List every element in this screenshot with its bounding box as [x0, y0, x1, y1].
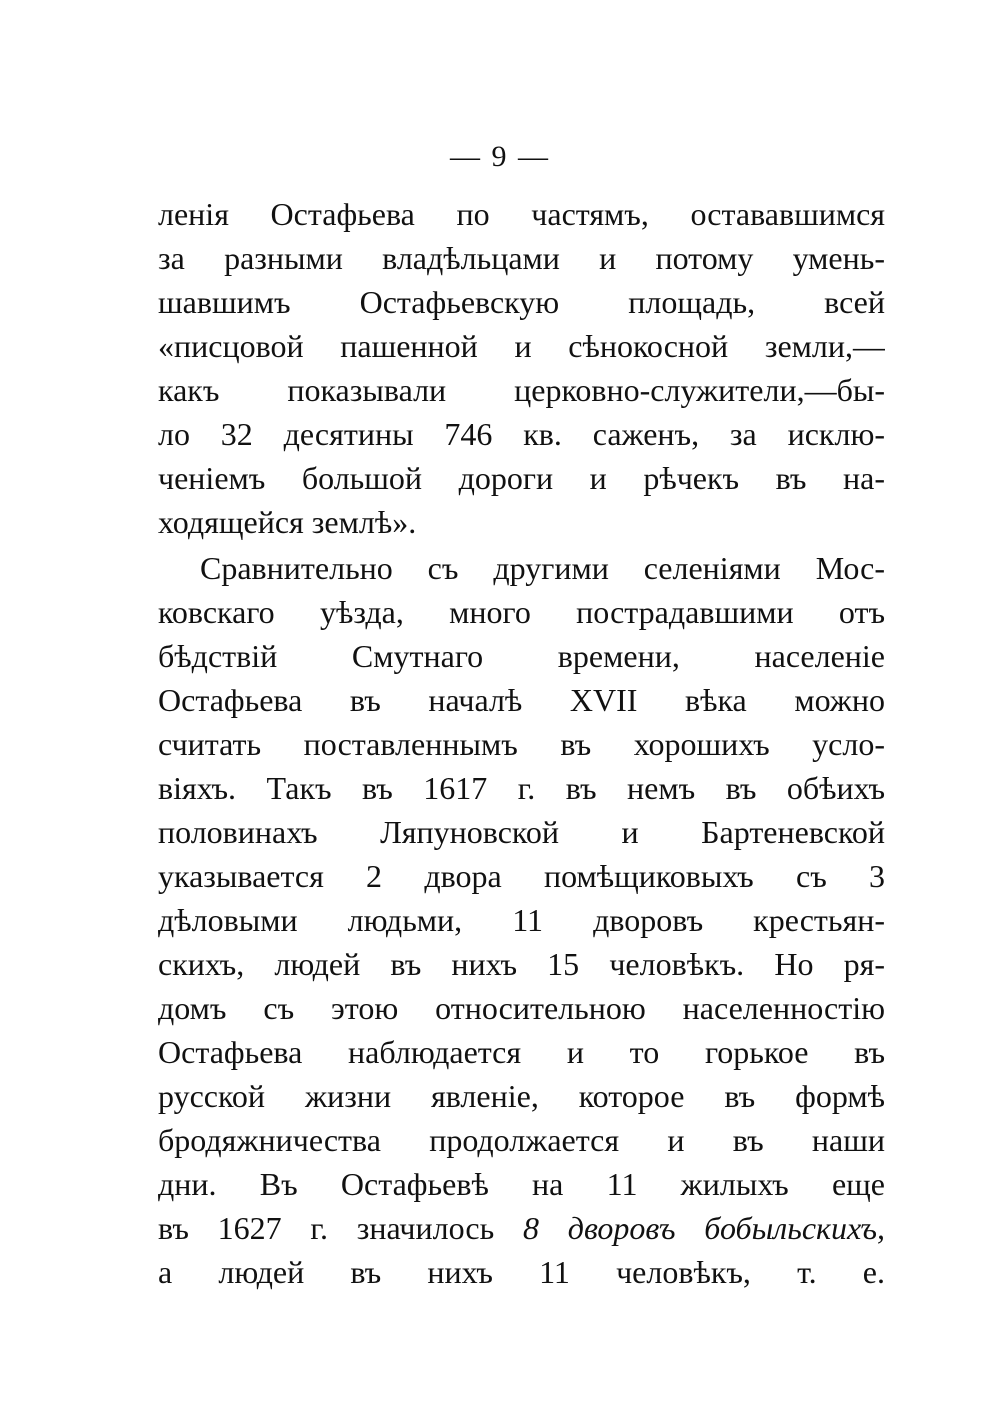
text-line: ло 32 десятины 746 кв. саженъ, за исклю- — [158, 416, 885, 452]
text-line: Сравнительно съ другими селеніями Мос- — [200, 550, 885, 586]
text-line: за разными владѣльцами и потому умень- — [158, 240, 885, 276]
text-line: ковскаго уѣзда, много пострадавшими отъ — [158, 594, 885, 630]
text-line: указывается 2 двора помѣщиковыхъ съ 3 — [158, 858, 885, 894]
text-line: Остафьева наблюдается и то горькое въ — [158, 1034, 885, 1070]
text-line: русской жизни явленіе, которое въ формѣ — [158, 1078, 885, 1114]
text-line: половинахъ Ляпуновской и Бартеневской — [158, 814, 885, 850]
text-line: «писцовой пашенной и сѣнокосной земли,— — [158, 328, 885, 364]
text-line: ченіемъ большой дороги и рѣчекъ въ на- — [158, 460, 885, 496]
text-line: Остафьева въ началѣ XVII вѣка можно — [158, 682, 885, 718]
text-line: бродяжничества продолжается и въ наши — [158, 1122, 885, 1158]
text-line: ходящейся землѣ». — [158, 504, 417, 540]
text-line-mixed — [158, 1206, 885, 1250]
text-segment: въ 1627 г. значилось — [158, 1210, 523, 1246]
text-line: считать поставленнымъ въ хорошихъ усло- — [158, 726, 885, 762]
text-line: шавшимъ Остафьевскую площадь, всей — [158, 284, 885, 320]
text-line: віяхъ. Такъ въ 1617 г. въ немъ въ обѣихъ — [158, 770, 885, 806]
text-line: ленія Остафьева по частямъ, остававшимся — [158, 196, 885, 232]
text-line: дни. Въ Остафьевѣ на 11 жилыхъ еще — [158, 1166, 885, 1202]
text-line: домъ съ этою относительною населенностію — [158, 990, 885, 1026]
italic-emphasis: 8 дворовъ бобыльскихъ, — [522, 1210, 885, 1246]
text-line: бѣдствій Смутнаго времени, населеніе — [158, 638, 885, 674]
page-number: — 9 — — [450, 140, 550, 173]
text-line: какъ показывали церковно-служители,—бы- — [158, 372, 885, 408]
text-line: а людей въ нихъ 11 человѣкъ, т. е. — [158, 1254, 885, 1290]
text-line: дѣловыми людьми, 11 дворовъ крестьян- — [158, 902, 885, 938]
text-line: скихъ, людей въ нихъ 15 человѣкъ. Но ря- — [158, 946, 885, 982]
body-text — [158, 192, 885, 1294]
